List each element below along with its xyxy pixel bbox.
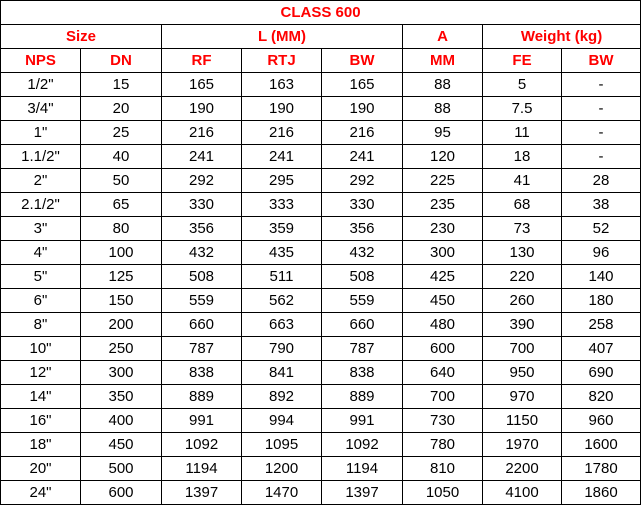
fe-cell: 2200 (483, 457, 562, 481)
nps-cell: 10" (1, 337, 81, 361)
rf-cell: 787 (162, 337, 242, 361)
nps-cell: 5" (1, 265, 81, 289)
dn-cell: 125 (81, 265, 162, 289)
mm-cell: 225 (403, 169, 483, 193)
mm-cell: 600 (403, 337, 483, 361)
table-row (1, 73, 641, 97)
bw-length-cell: 165 (322, 73, 403, 97)
rtj-cell: 333 (242, 193, 322, 217)
bw-length-cell: 508 (322, 265, 403, 289)
rf-cell: 432 (162, 241, 242, 265)
table-row (1, 217, 641, 241)
rf-cell: 508 (162, 265, 242, 289)
column-header-bw-weight: BW (562, 49, 641, 73)
mm-cell: 1050 (403, 481, 483, 505)
bw-weight-cell: - (562, 145, 641, 169)
mm-cell: 300 (403, 241, 483, 265)
column-header-mm: MM (403, 49, 483, 73)
mm-cell: 95 (403, 121, 483, 145)
bw-weight-cell: 52 (562, 217, 641, 241)
rf-cell: 356 (162, 217, 242, 241)
column-header-row (1, 49, 641, 73)
rf-cell: 889 (162, 385, 242, 409)
mm-cell: 480 (403, 313, 483, 337)
bw-weight-cell: - (562, 73, 641, 97)
rtj-cell: 216 (242, 121, 322, 145)
column-header-bw-length: BW (322, 49, 403, 73)
group-header-row (1, 25, 641, 49)
dn-cell: 40 (81, 145, 162, 169)
nps-cell: 6" (1, 289, 81, 313)
dn-cell: 50 (81, 169, 162, 193)
column-header-dn: DN (81, 49, 162, 73)
dn-cell: 250 (81, 337, 162, 361)
table-row (1, 97, 641, 121)
column-header-rf: RF (162, 49, 242, 73)
rf-cell: 1092 (162, 433, 242, 457)
fe-cell: 1970 (483, 433, 562, 457)
bw-weight-cell: 38 (562, 193, 641, 217)
bw-length-cell: 1397 (322, 481, 403, 505)
dn-cell: 80 (81, 217, 162, 241)
table-row (1, 121, 641, 145)
dn-cell: 400 (81, 409, 162, 433)
fe-cell: 390 (483, 313, 562, 337)
dn-cell: 15 (81, 73, 162, 97)
nps-cell: 1/2" (1, 73, 81, 97)
dn-cell: 25 (81, 121, 162, 145)
bw-weight-cell: 28 (562, 169, 641, 193)
rtj-cell: 892 (242, 385, 322, 409)
table-title: CLASS 600 (1, 1, 641, 25)
table-row (1, 457, 641, 481)
rf-cell: 660 (162, 313, 242, 337)
nps-cell: 1" (1, 121, 81, 145)
rf-cell: 241 (162, 145, 242, 169)
nps-cell: 8" (1, 313, 81, 337)
fe-cell: 130 (483, 241, 562, 265)
mm-cell: 810 (403, 457, 483, 481)
rf-cell: 190 (162, 97, 242, 121)
rf-cell: 1397 (162, 481, 242, 505)
fe-cell: 1150 (483, 409, 562, 433)
nps-cell: 2" (1, 169, 81, 193)
bw-weight-cell: 407 (562, 337, 641, 361)
title-row (1, 1, 641, 25)
rtj-cell: 511 (242, 265, 322, 289)
fe-cell: 5 (483, 73, 562, 97)
weight-group-header: Weight (kg) (483, 25, 641, 49)
fe-cell: 68 (483, 193, 562, 217)
rtj-cell: 163 (242, 73, 322, 97)
nps-cell: 1.1/2" (1, 145, 81, 169)
dn-cell: 300 (81, 361, 162, 385)
rf-cell: 292 (162, 169, 242, 193)
mm-cell: 230 (403, 217, 483, 241)
rtj-cell: 663 (242, 313, 322, 337)
bw-length-cell: 660 (322, 313, 403, 337)
bw-length-cell: 889 (322, 385, 403, 409)
mm-cell: 120 (403, 145, 483, 169)
bw-weight-cell: - (562, 121, 641, 145)
size-group-header: Size (1, 25, 162, 49)
dn-cell: 200 (81, 313, 162, 337)
rtj-cell: 1470 (242, 481, 322, 505)
bw-length-cell: 787 (322, 337, 403, 361)
bw-length-cell: 838 (322, 361, 403, 385)
nps-cell: 3" (1, 217, 81, 241)
fe-cell: 73 (483, 217, 562, 241)
column-header-nps: NPS (1, 49, 81, 73)
mm-cell: 88 (403, 97, 483, 121)
mm-cell: 640 (403, 361, 483, 385)
rtj-cell: 562 (242, 289, 322, 313)
fe-cell: 11 (483, 121, 562, 145)
table-row (1, 385, 641, 409)
bw-weight-cell: 1600 (562, 433, 641, 457)
nps-cell: 24" (1, 481, 81, 505)
table-row (1, 241, 641, 265)
bw-length-cell: 559 (322, 289, 403, 313)
nps-cell: 16" (1, 409, 81, 433)
bw-weight-cell: 960 (562, 409, 641, 433)
dn-cell: 450 (81, 433, 162, 457)
bw-weight-cell: 96 (562, 241, 641, 265)
fe-cell: 4100 (483, 481, 562, 505)
dn-cell: 350 (81, 385, 162, 409)
rtj-cell: 359 (242, 217, 322, 241)
table-row (1, 193, 641, 217)
length-group-header: L (MM) (162, 25, 403, 49)
fe-cell: 700 (483, 337, 562, 361)
a-group-header: A (403, 25, 483, 49)
rtj-cell: 1200 (242, 457, 322, 481)
rtj-cell: 435 (242, 241, 322, 265)
bw-length-cell: 190 (322, 97, 403, 121)
nps-cell: 4" (1, 241, 81, 265)
fe-cell: 950 (483, 361, 562, 385)
dn-cell: 100 (81, 241, 162, 265)
rtj-cell: 790 (242, 337, 322, 361)
fe-cell: 41 (483, 169, 562, 193)
mm-cell: 730 (403, 409, 483, 433)
fe-cell: 220 (483, 265, 562, 289)
rtj-cell: 190 (242, 97, 322, 121)
rf-cell: 1194 (162, 457, 242, 481)
nps-cell: 20" (1, 457, 81, 481)
column-header-fe: FE (483, 49, 562, 73)
column-header-rtj: RTJ (242, 49, 322, 73)
table-row (1, 145, 641, 169)
bw-length-cell: 356 (322, 217, 403, 241)
bw-length-cell: 292 (322, 169, 403, 193)
rtj-cell: 295 (242, 169, 322, 193)
bw-length-cell: 1092 (322, 433, 403, 457)
table-row (1, 265, 641, 289)
nps-cell: 12" (1, 361, 81, 385)
bw-length-cell: 991 (322, 409, 403, 433)
mm-cell: 700 (403, 385, 483, 409)
bw-weight-cell: 1860 (562, 481, 641, 505)
rf-cell: 838 (162, 361, 242, 385)
dn-cell: 65 (81, 193, 162, 217)
fe-cell: 7.5 (483, 97, 562, 121)
bw-weight-cell: 690 (562, 361, 641, 385)
rf-cell: 559 (162, 289, 242, 313)
fe-cell: 18 (483, 145, 562, 169)
dn-cell: 150 (81, 289, 162, 313)
rf-cell: 165 (162, 73, 242, 97)
rf-cell: 991 (162, 409, 242, 433)
nps-cell: 2.1/2" (1, 193, 81, 217)
table-row (1, 337, 641, 361)
mm-cell: 425 (403, 265, 483, 289)
dn-cell: 500 (81, 457, 162, 481)
fe-cell: 260 (483, 289, 562, 313)
rf-cell: 216 (162, 121, 242, 145)
bw-weight-cell: 180 (562, 289, 641, 313)
rtj-cell: 241 (242, 145, 322, 169)
bw-weight-cell: - (562, 97, 641, 121)
table-row (1, 313, 641, 337)
rf-cell: 330 (162, 193, 242, 217)
table-row (1, 481, 641, 505)
mm-cell: 780 (403, 433, 483, 457)
nps-cell: 3/4" (1, 97, 81, 121)
table-row (1, 409, 641, 433)
table-row (1, 433, 641, 457)
fe-cell: 970 (483, 385, 562, 409)
dn-cell: 20 (81, 97, 162, 121)
bw-length-cell: 330 (322, 193, 403, 217)
dn-cell: 600 (81, 481, 162, 505)
mm-cell: 450 (403, 289, 483, 313)
mm-cell: 235 (403, 193, 483, 217)
bw-weight-cell: 820 (562, 385, 641, 409)
bw-length-cell: 216 (322, 121, 403, 145)
rtj-cell: 841 (242, 361, 322, 385)
bw-weight-cell: 1780 (562, 457, 641, 481)
nps-cell: 18" (1, 433, 81, 457)
table-row (1, 361, 641, 385)
bw-weight-cell: 258 (562, 313, 641, 337)
table-row (1, 169, 641, 193)
bw-weight-cell: 140 (562, 265, 641, 289)
bw-length-cell: 432 (322, 241, 403, 265)
rtj-cell: 1095 (242, 433, 322, 457)
rtj-cell: 994 (242, 409, 322, 433)
mm-cell: 88 (403, 73, 483, 97)
bw-length-cell: 1194 (322, 457, 403, 481)
bw-length-cell: 241 (322, 145, 403, 169)
nps-cell: 14" (1, 385, 81, 409)
table-row (1, 289, 641, 313)
